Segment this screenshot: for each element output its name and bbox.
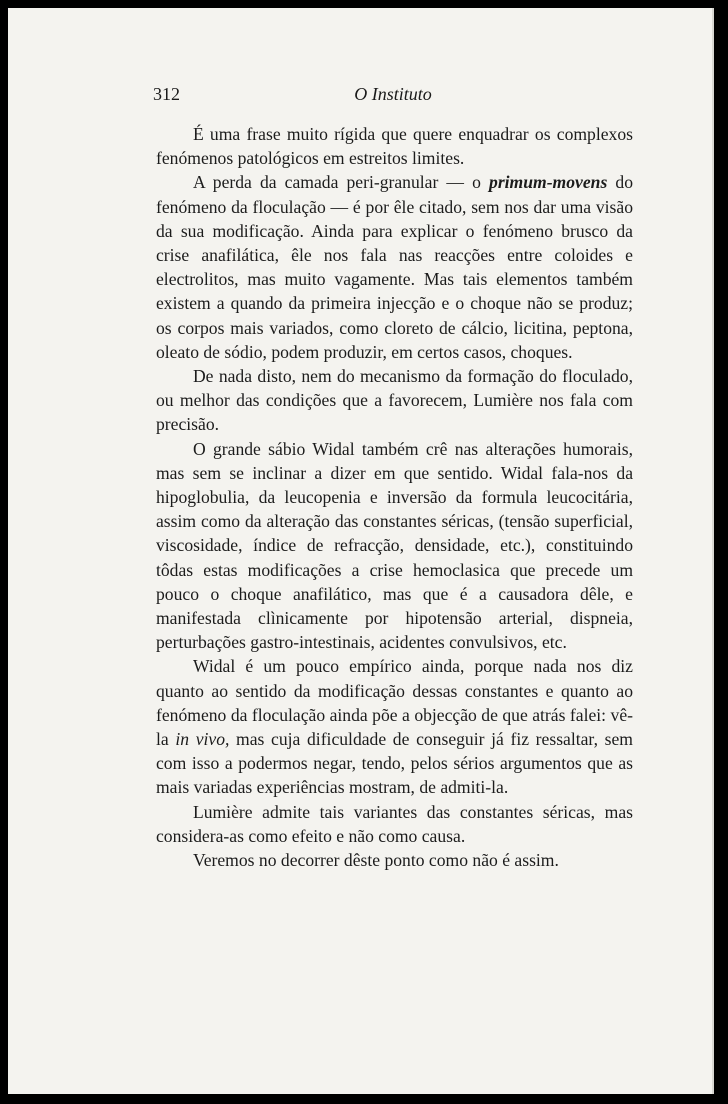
paragraph-3 — [156, 364, 633, 437]
running-title: O Instituto — [354, 84, 432, 104]
paragraph-text: Lumière admite tais variantes das constantes séricas, mas considera-as como efeito e não como causa. — [156, 801, 633, 846]
paragraph-1 — [156, 122, 633, 170]
page-number: 312 — [153, 84, 180, 104]
paragraph-5 — [156, 654, 633, 799]
paragraph-6 — [156, 800, 633, 848]
paragraph-2 — [156, 170, 633, 364]
latin-term-in-vivo: in vivo, — [175, 729, 230, 750]
latin-term-primum-movens: primum-movens — [489, 172, 608, 193]
paragraph-text: De nada disto, nem do mecanismo da formação do floculado, ou melhor das condições que a favorecem, Lumière nos fala com precisão. — [156, 366, 633, 435]
paragraph-text: Widal é um pouco empírico ainda, porque nada nos diz quanto ao sentido da modificação dessas constantes e quanto ao fenómeno da floculação ainda põe a objecção de que atrás falei: vê-la — [156, 656, 633, 750]
body-text — [156, 122, 633, 872]
page-header — [153, 84, 633, 108]
paragraph-text: Veremos no decorrer dêste ponto como não é assim. — [192, 850, 559, 871]
paragraph-text: É uma frase muito rígida que quere enquadrar os complexos fenómenos patológicos em estreitos limites. — [156, 124, 633, 169]
paragraph-text: A perda da camada peri-granular — o — [192, 172, 490, 193]
paragraph-text: O grande sábio Widal também crê nas alterações humorais, mas sem se inclinar a dizer em que sentido. Widal fala-nos da hipoglobulia, da leucopenia e inversão da formula leucocitária, assim como da alteração das constantes séricas, (tensão superficial, viscosidade, índice de refracção, densidade, etc.), constituindo tôdas estas modificações a crise hemoclasica que precede um pouco o choque anafilático, mas que é a causadora dêle, e manifestada clìnicamente por hipotensão arterial, dispneia, perturbações gastro-intestinais, acidentes convulsivos, etc. — [156, 438, 633, 653]
paragraph-text: mas cuja dificuldade de conseguir já fiz ressaltar, sem com isso a podermos negar, tendo, pelos sérios argumentos que as mais variadas experiências mostram, de admiti-la. — [156, 729, 633, 798]
paragraph-7 — [156, 848, 633, 872]
paragraph-text: do fenómeno da floculação — é por êle citado, sem nos dar uma visão da sua modificação. Ainda para explicar o fenómeno brusco da crise anafilática, êle nos fala nas reacções entre coloides e electrolitos, mas muito vagamente. Mas tais elementos também existem a quando da primeira injecção e o choque não se produz; os corpos mais variados, como cloreto de cálcio, licitina, peptona, oleato de sódio, podem produzir, em certos casos, choques. — [156, 172, 633, 362]
page-sheet — [8, 8, 714, 1094]
paragraph-4 — [156, 437, 633, 655]
